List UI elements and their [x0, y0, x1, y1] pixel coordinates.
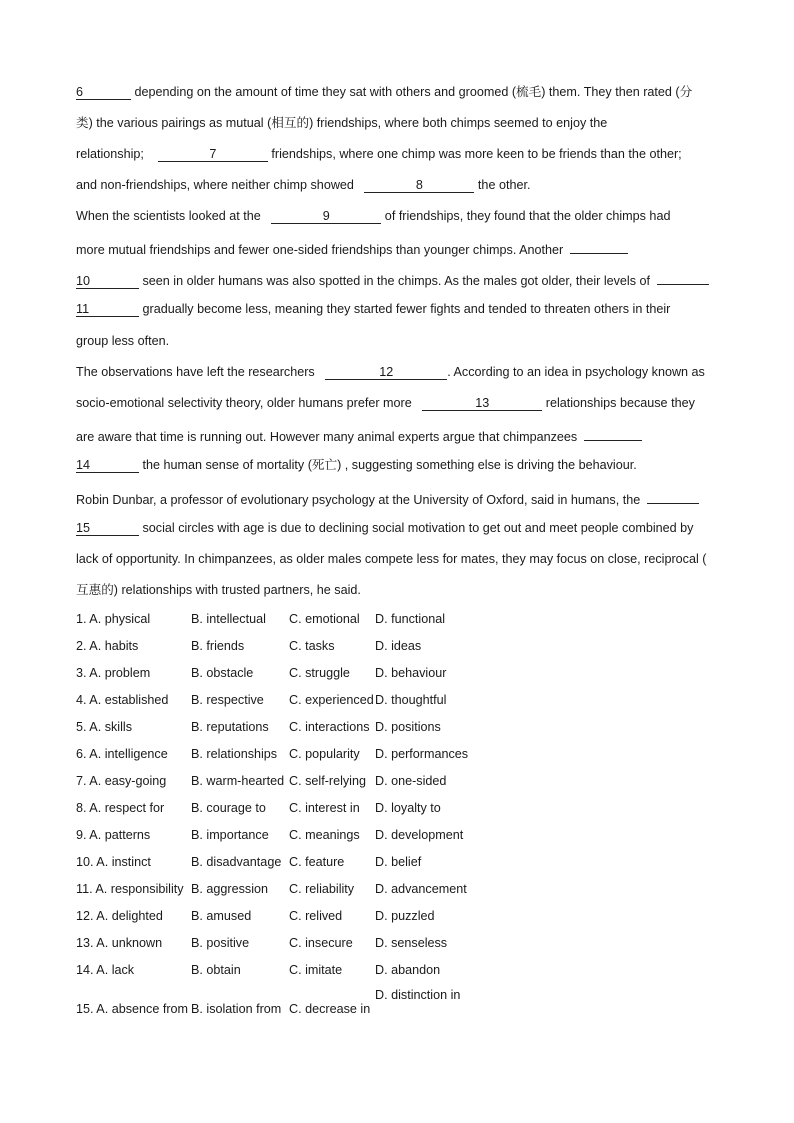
- option-c: C. interest in: [289, 801, 360, 815]
- answer-blank: 13: [422, 396, 542, 411]
- passage-line: [76, 146, 682, 162]
- option-b: B. positive: [191, 936, 250, 950]
- option-d: D. puzzled: [375, 909, 435, 923]
- option-c: C. feature: [289, 855, 345, 869]
- option-a: 13. A. unknown: [76, 936, 163, 950]
- option-d: D. one-sided: [375, 774, 447, 788]
- option-a: 3. A. problem: [76, 666, 151, 680]
- option-b: B. isolation from: [191, 1002, 282, 1016]
- option-b: B. obstacle: [191, 666, 254, 680]
- answer-blank-start: [647, 489, 699, 504]
- option-d: D. belief: [375, 855, 422, 869]
- option-b: B. warm-hearted: [191, 774, 285, 788]
- option-c: C. experienced: [289, 693, 374, 707]
- passage-text: are aware that time is running out. However many animal experts argue that chimpanzees: [76, 430, 578, 444]
- option-a: 15. A. absence from: [76, 1002, 189, 1016]
- option-d: D. behaviour: [375, 666, 447, 680]
- option-c: C. reliability: [289, 882, 355, 896]
- option-c: C. struggle: [289, 666, 350, 680]
- option-a: 7. A. easy-going: [76, 774, 167, 788]
- option-b: B. disadvantage: [191, 855, 282, 869]
- passage-text: the human sense of mortality (死亡) , suggesting something else is driving the behaviour.: [139, 458, 637, 472]
- passage-line: [76, 333, 169, 349]
- option-d: D. senseless: [375, 936, 448, 950]
- answer-blank: 6: [76, 85, 131, 100]
- passage-line: [76, 208, 670, 224]
- answer-blank: 14: [76, 458, 139, 473]
- passage-text: the other.: [474, 178, 531, 192]
- option-a: 4. A. established: [76, 693, 169, 707]
- answer-blank: 9: [271, 209, 381, 224]
- option-d: D. loyalty to: [375, 801, 441, 815]
- option-b: B. intellectual: [191, 612, 266, 626]
- option-a: 8. A. respect for: [76, 801, 165, 815]
- passage-text: When the scientists looked at the: [76, 209, 261, 223]
- passage-line: [76, 364, 705, 380]
- option-d: D. abandon: [375, 963, 441, 977]
- option-a: 14. A. lack: [76, 963, 135, 977]
- passage-line: [76, 582, 361, 598]
- option-c: C. emotional: [289, 612, 360, 626]
- option-d: D. functional: [375, 612, 446, 626]
- option-d: D. ideas: [375, 639, 422, 653]
- option-a: 9. A. patterns: [76, 828, 151, 842]
- passage-text: . According to an idea in psychology known as: [447, 365, 705, 379]
- passage-text: more mutual friendships and fewer one-sided friendships than younger chimps. Another: [76, 243, 564, 257]
- option-d: D. development: [375, 828, 464, 842]
- passage-line: [76, 489, 699, 508]
- option-d: D. advancement: [375, 882, 467, 896]
- option-b: B. importance: [191, 828, 269, 842]
- passage-line: [76, 239, 628, 258]
- option-a: 2. A. habits: [76, 639, 139, 653]
- passage-line: [76, 177, 530, 193]
- passage-line: [76, 520, 693, 536]
- passage-text: depending on the amount of time they sat with others and groomed (梳毛) them. They then rated (分: [131, 85, 693, 99]
- option-a: 5. A. skills: [76, 720, 132, 734]
- option-c: C. popularity: [289, 747, 360, 761]
- option-c: C. meanings: [289, 828, 360, 842]
- passage-line: [76, 551, 706, 567]
- passage-text: Robin Dunbar, a professor of evolutionary psychology at the University of Oxford, said in humans, the: [76, 493, 641, 507]
- option-c: C. imitate: [289, 963, 343, 977]
- passage-text: 类) the various pairings as mutual (相互的) friendships, where both chimps seemed to enjoy the: [76, 116, 608, 130]
- option-b: B. friends: [191, 639, 245, 653]
- passage-line: [76, 115, 607, 131]
- option-c: C. decrease in: [289, 1002, 371, 1016]
- option-d: D. positions: [375, 720, 441, 734]
- option-a: 6. A. intelligence: [76, 747, 168, 761]
- passage-text: 互惠的) relationships with trusted partners, he said.: [76, 583, 361, 597]
- option-a: 11. A. responsibility: [76, 882, 184, 896]
- option-c: C. tasks: [289, 639, 335, 653]
- passage-text: The observations have left the researchers: [76, 365, 315, 379]
- option-b: B. aggression: [191, 882, 269, 896]
- answer-blank: 8: [364, 178, 474, 193]
- option-d: D. performances: [375, 747, 469, 761]
- option-c: C. interactions: [289, 720, 370, 734]
- passage-line: [76, 457, 637, 473]
- passage-text: seen in older humans was also spotted in the chimps. As the males got older, their levels of: [139, 274, 651, 288]
- passage-line: [76, 270, 709, 289]
- passage-text: lack of opportunity. In chimpanzees, as older males compete less for mates, they may focus on close, reciprocal (: [76, 552, 707, 566]
- answer-blank: 10: [76, 274, 139, 289]
- passage-text: and non-friendships, where neither chimp showed: [76, 178, 354, 192]
- option-c: C. relived: [289, 909, 343, 923]
- answer-blank: 12: [325, 365, 447, 380]
- passage-text: social circles with age is due to declining social motivation to get out and meet people combined by: [139, 521, 694, 535]
- option-b: B. courage to: [191, 801, 266, 815]
- passage-text: of friendships, they found that the older chimps had: [381, 209, 671, 223]
- answer-blank-start: [570, 239, 628, 254]
- option-a: 10. A. instinct: [76, 855, 151, 869]
- passage-text: group less often.: [76, 334, 170, 348]
- option-d: D. distinction in: [375, 988, 461, 1002]
- option-b: B. relationships: [191, 747, 278, 761]
- option-b: B. obtain: [191, 963, 241, 977]
- option-b: B. amused: [191, 909, 252, 923]
- option-a: 12. A. delighted: [76, 909, 163, 923]
- passage-text: gradually become less, meaning they started fewer fights and tended to threaten others in their: [139, 302, 671, 316]
- passage-line: [76, 84, 692, 100]
- option-a: 1. A. physical: [76, 612, 151, 626]
- passage-line: [76, 301, 670, 317]
- answer-blank: 11: [76, 302, 139, 317]
- answer-blank: 7: [158, 147, 268, 162]
- answer-blank-start: [584, 426, 642, 441]
- option-c: C. self-relying: [289, 774, 366, 788]
- option-d: D. thoughtful: [375, 693, 447, 707]
- option-b: B. reputations: [191, 720, 269, 734]
- passage-line: [76, 426, 642, 445]
- passage-text: socio-emotional selectivity theory, older humans prefer more: [76, 396, 412, 410]
- passage-text: relationships because they: [542, 396, 695, 410]
- option-b: B. respective: [191, 693, 264, 707]
- passage-text: friendships, where one chimp was more keen to be friends than the other;: [267, 147, 682, 161]
- answer-blank-start: [657, 270, 709, 285]
- passage-line: [76, 395, 695, 411]
- option-c: C. insecure: [289, 936, 353, 950]
- passage-text: relationship;: [76, 147, 144, 161]
- answer-blank: 15: [76, 521, 139, 536]
